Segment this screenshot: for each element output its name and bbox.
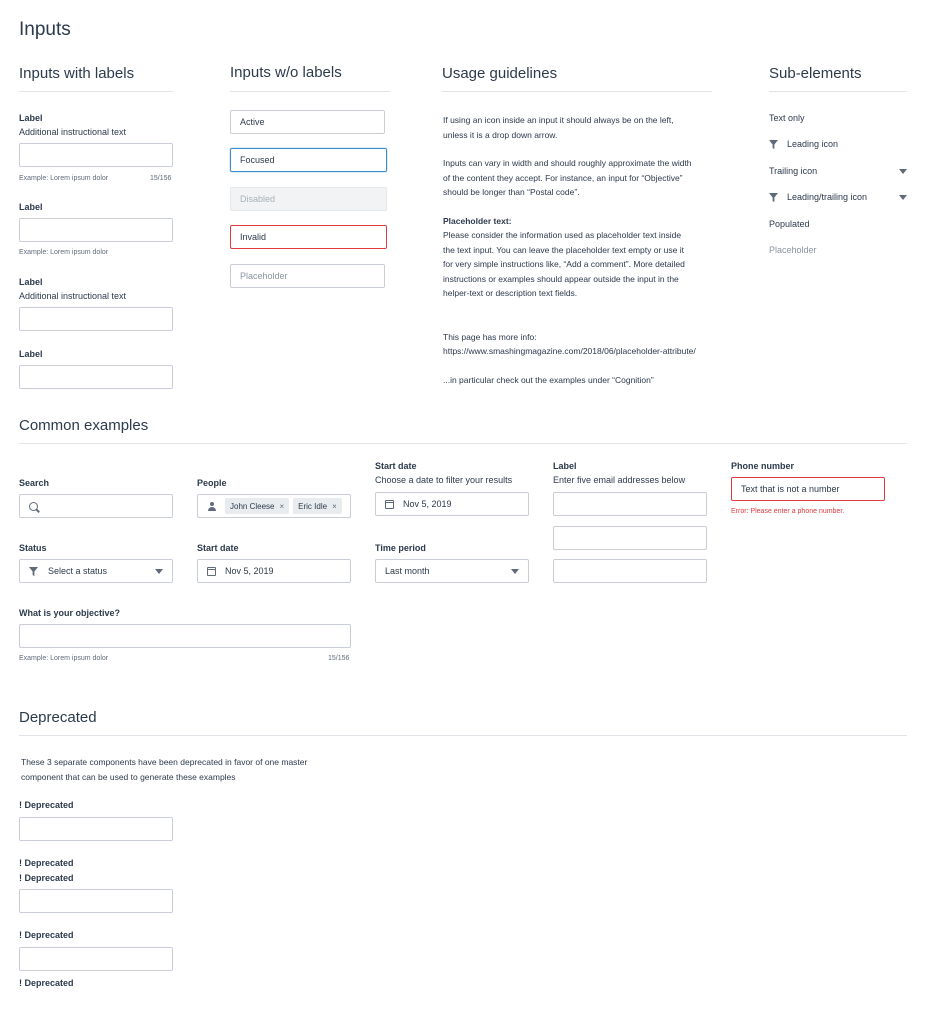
search-icon — [29, 502, 38, 511]
people-chip[interactable] — [293, 498, 342, 514]
placeholder-input[interactable]: Placeholder — [230, 264, 385, 288]
sub-element-label: Populated — [769, 219, 810, 229]
filter-icon — [29, 567, 38, 576]
section-title-usage: Usage guidelines — [442, 65, 558, 82]
field-label: Label — [19, 349, 43, 359]
period-label: Time period — [375, 543, 426, 553]
start-date-input[interactable] — [375, 492, 529, 516]
deprecated-input[interactable] — [19, 817, 173, 841]
people-input[interactable] — [197, 494, 351, 518]
deprecated-input[interactable] — [19, 889, 173, 913]
email-label: Label — [553, 461, 577, 471]
text-input[interactable] — [19, 143, 173, 167]
filter-icon — [769, 140, 778, 149]
divider — [19, 735, 907, 736]
phone-input[interactable]: Text that is not a number — [731, 477, 885, 501]
start-date2-label: Start date — [197, 543, 239, 553]
email-input[interactable] — [553, 559, 707, 583]
divider — [769, 91, 907, 92]
status-select[interactable] — [19, 559, 173, 583]
objective-label: What is your objective? — [19, 608, 121, 618]
usage-paragraph: This page has more info: — [443, 332, 537, 342]
start-date-value: Nov 5, 2019 — [403, 499, 452, 509]
field-label: Label — [19, 202, 43, 212]
character-count: 15/156 — [328, 655, 350, 662]
person-icon — [207, 502, 216, 511]
deprecated-label: ! Deprecated — [19, 858, 74, 868]
start-date-instruction: Choose a date to filter your results — [375, 475, 513, 485]
usage-paragraph: ...in particular check out the examples under “Cognition” — [443, 375, 654, 385]
chip-label: Eric Idle — [298, 501, 328, 511]
section-title-sub-elements: Sub-elements — [769, 65, 862, 82]
email-input[interactable] — [553, 492, 707, 516]
calendar-icon — [385, 500, 394, 509]
usage-link[interactable]: https://www.smashingmagazine.com/2018/06/placeholder-attribute/ — [443, 346, 696, 356]
section-title-common: Common examples — [19, 417, 149, 434]
page-title: Inputs — [19, 19, 71, 40]
deprecated-label: ! Deprecated — [19, 930, 74, 940]
field-label: Label — [19, 113, 43, 123]
phone-label: Phone number — [731, 461, 795, 471]
text-input[interactable] — [19, 218, 173, 242]
people-label: People — [197, 478, 227, 488]
sub-element-leading-icon — [769, 139, 838, 149]
helper-text: Example: Lorem ipsum dolor — [19, 175, 109, 182]
divider — [19, 91, 173, 92]
field-instruction: Additional instructional text — [19, 127, 127, 137]
sub-element-trailing-icon — [769, 166, 907, 176]
sub-element-placeholder — [769, 245, 817, 255]
sub-element-leading-trailing-icon — [769, 192, 907, 202]
people-chip[interactable] — [225, 498, 289, 514]
deprecated-input[interactable] — [19, 947, 173, 971]
email-input[interactable] — [553, 526, 707, 550]
sub-element-label: Text only — [769, 113, 805, 123]
disabled-input: Disabled — [230, 187, 387, 211]
usage-paragraph: Please consider the information used as placeholder text inside the text input. You can leave the placeholder text empty or use it for very simple instructions like, “Add a comment”. More detailed instructions or examples should appear outside the input in the helper-text or description text fields. — [443, 230, 685, 298]
divider — [19, 443, 907, 444]
helper-text: Example: Lorem ipsum dolor — [19, 655, 109, 662]
chevron-down-icon — [899, 195, 907, 200]
sub-element-populated — [769, 219, 810, 229]
invalid-input[interactable]: Invalid — [230, 225, 387, 249]
chevron-down-icon — [899, 169, 907, 174]
calendar-icon — [207, 567, 216, 576]
section-title-with-labels: Inputs with labels — [19, 65, 135, 82]
focused-input[interactable]: Focused — [230, 148, 387, 172]
field-label: Label — [19, 277, 43, 287]
section-title-deprecated: Deprecated — [19, 709, 97, 726]
objective-input[interactable] — [19, 624, 351, 648]
phone-error: Error: Please enter a phone number. — [731, 508, 845, 515]
sub-element-label: Placeholder — [769, 245, 817, 255]
sub-element-text-only — [769, 113, 805, 123]
deprecated-label: ! Deprecated — [19, 978, 74, 988]
period-value: Last month — [385, 566, 430, 576]
deprecated-note: These 3 separate components have been deprecated in favor of one master component that can be used to generate these examples — [21, 757, 308, 782]
usage-paragraph: Inputs can vary in width and should roughly approximate the width of the content they accept. For instance, an input for “Objective” should be longer than “Postal code”. — [443, 158, 692, 197]
start-date2-value: Nov 5, 2019 — [225, 566, 274, 576]
start-date2-input[interactable] — [197, 559, 351, 583]
sub-element-label: Leading/trailing icon — [787, 192, 868, 202]
chevron-down-icon — [511, 569, 519, 574]
status-value: Select a status — [48, 566, 108, 576]
filter-icon — [769, 193, 778, 202]
search-label: Search — [19, 478, 50, 488]
start-date-label: Start date — [375, 461, 417, 471]
close-icon[interactable]: × — [279, 501, 285, 511]
field-instruction: Additional instructional text — [19, 291, 127, 301]
deprecated-label: ! Deprecated — [19, 800, 74, 810]
section-title-without-labels: Inputs w/o labels — [230, 64, 342, 81]
sub-element-label: Trailing icon — [769, 166, 818, 176]
character-count: 15/156 — [150, 175, 172, 182]
divider — [442, 91, 712, 92]
usage-paragraph: If using an icon inside an input it should always be on the left, unless it is a drop down arrow. — [443, 115, 674, 140]
helper-text: Example: Lorem ipsum dolor — [19, 249, 109, 256]
status-label: Status — [19, 543, 47, 553]
divider — [230, 91, 390, 92]
period-select[interactable] — [375, 559, 529, 583]
text-input[interactable] — [19, 307, 173, 331]
close-icon[interactable]: × — [332, 501, 337, 511]
deprecated-label: ! Deprecated — [19, 873, 74, 883]
chip-label: John Cleese — [230, 501, 275, 511]
text-input[interactable] — [19, 365, 173, 389]
sub-element-label: Leading icon — [787, 139, 839, 149]
email-instruction: Enter five email addresses below — [553, 475, 686, 485]
search-input[interactable] — [19, 494, 173, 518]
chevron-down-icon — [155, 569, 163, 574]
active-input[interactable]: Active — [230, 110, 385, 134]
usage-subheading: Placeholder text: — [443, 216, 512, 226]
